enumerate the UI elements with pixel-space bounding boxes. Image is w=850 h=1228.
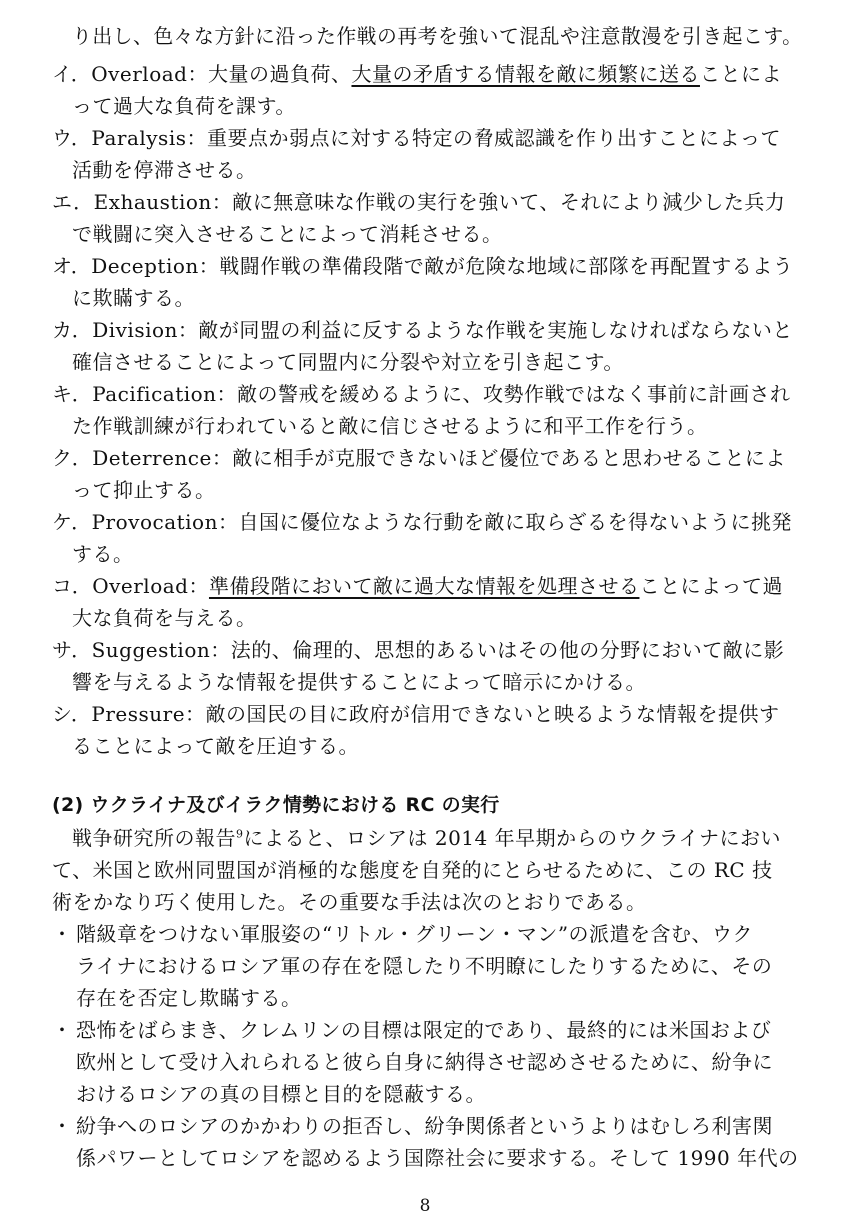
list-item-overload-1-line2: って過大な負荷を課す。 <box>72 94 296 118</box>
list-item-paralysis-line2: 活動を停滞させる。 <box>72 158 257 182</box>
list-item-suggestion-line1: サ．Suggestion：法的、倫理的、思想的あるいはその他の分野において敵に影 <box>52 638 785 662</box>
item-label: オ．Deception： <box>52 254 220 278</box>
item-label: ク．Deterrence： <box>52 446 233 470</box>
footnote-ref: 9 <box>236 827 244 841</box>
paragraph-line2: て、米国と欧州同盟国が消極的な態度を自発的にとらせるために、この RC 技 <box>52 858 773 882</box>
list-item-division-line2: 確信させることによって同盟内に分裂や対立を引き起こす。 <box>72 350 624 374</box>
list-item-pressure-line2: ることによって敵を圧迫する。 <box>72 734 359 758</box>
underlined-text: 大量の矛盾する情報を敵に頻繁に送る <box>351 62 700 86</box>
page-number: 8 <box>419 1196 431 1216</box>
list-item-pacification-line2: た作戦訓練が行われていると敵に信じさせるように和平工作を行う。 <box>72 414 708 438</box>
underlined-text: 準備段階において敵に過大な情報を処理させる <box>208 574 640 598</box>
bullet-2-line1: 恐怖をばらまき、クレムリンの目標は限定的であり、最終的には米国および <box>76 1018 772 1042</box>
bullet-mark: ・ <box>52 922 72 946</box>
list-item-paralysis-line1: ウ．Paralysis：重要点か弱点に対する特定の脅威認識を作り出すことによって <box>52 126 781 150</box>
bullet-1-line1: 階級章をつけない軍服姿の“リトル・グリーン・マン”の派遣を含む、ウク <box>76 922 754 946</box>
intro-line: り出し、色々な方針に沿った作戦の再考を強いて混乱や注意散漫を引き起こす。 <box>72 24 803 48</box>
list-item-overload-2-line2: 大な負荷を与える。 <box>72 606 257 630</box>
section-heading: (2) ウクライナ及びイラク情勢における RC の実行 <box>52 794 500 816</box>
bullet-1-line3: 存在を否定し欺瞞する。 <box>76 986 302 1010</box>
list-item-pacification-line1: キ．Pacification：敵の警戒を緩めるように、攻勢作戦ではなく事前に計画され <box>52 382 791 406</box>
bullet-2-line3: おけるロシアの真の目標と目的を隠蔽する。 <box>76 1082 486 1106</box>
bullet-3-line2: 係パワーとしてロシアを認めるよう国際社会に要求する。そして 1990 年代の <box>76 1146 799 1170</box>
list-item-exhaustion-line2: で戦闘に突入させることによって消耗させる。 <box>72 222 503 246</box>
bullet-2-line2: 欧州として受け入れられると彼ら自身に納得させ認めさせるために、紛争に <box>76 1050 773 1074</box>
bullet-3-line1: 紛争へのロシアのかかわりの拒否し、紛争関係者というよりはむしろ利害関 <box>76 1114 773 1138</box>
list-item-deception-line2: に欺瞞する。 <box>72 286 195 310</box>
list-item-pressure-line1: シ．Pressure：敵の国民の目に政府が信用できないと映るような情報を提供す <box>52 702 780 726</box>
item-label: シ．Pressure： <box>52 702 206 726</box>
list-item-deterrence-line1: ク．Deterrence：敵に相手が克服できないほど優位であると思わせることによ <box>52 446 786 470</box>
list-item-division-line1: カ．Division：敵が同盟の利益に反するような作戦を実施しなければならないと <box>52 318 793 342</box>
bullet-mark: ・ <box>52 1114 72 1138</box>
item-label: コ．Overload： <box>52 574 209 598</box>
item-label: カ．Division： <box>52 318 199 342</box>
list-item-deterrence-line2: って抑止する。 <box>72 478 216 502</box>
list-item-overload-2-line1: コ．Overload：準備段階において敵に過大な情報を処理させることによって過 <box>52 574 783 598</box>
list-item-overload-1-line1: イ．Overload：大量の過負荷、大量の矛盾する情報を敵に頻繁に送ることによ <box>52 62 782 86</box>
item-label: サ．Suggestion： <box>52 638 231 662</box>
list-item-deception-line1: オ．Deception：戦闘作戦の準備段階で敵が危険な地域に部隊を再配置するよう <box>52 254 794 278</box>
list-item-suggestion-line2: 響を与えるような情報を提供することによって暗示にかける。 <box>72 670 646 694</box>
bullet-1-line2: ライナにおけるロシア軍の存在を隠したり不明瞭にしたりするために、その <box>76 954 773 978</box>
bullet-mark: ・ <box>52 1018 72 1042</box>
paragraph-line3: 術をかなり巧く使用した。その重要な手法は次のとおりである。 <box>52 890 647 914</box>
item-label: ケ．Provocation： <box>52 510 239 534</box>
item-label: イ．Overload： <box>52 62 208 86</box>
item-label: エ．Exhaustion： <box>52 190 233 214</box>
paragraph-line1: 戦争研究所の報告$^9$によると、ロシアは 2014 年早期からのウクライナにおい <box>72 826 782 850</box>
list-item-provocation-line1: ケ．Provocation：自国に優位なような行動を敵に取らざるを得ないように挑発 <box>52 510 792 534</box>
list-item-exhaustion-line1: エ．Exhaustion：敵に無意味な作戦の実行を強いて、それにより減少した兵力 <box>52 190 786 214</box>
item-label: ウ．Paralysis： <box>52 126 207 150</box>
list-item-provocation-line2: する。 <box>72 542 134 566</box>
item-label: キ．Pacification： <box>52 382 238 406</box>
